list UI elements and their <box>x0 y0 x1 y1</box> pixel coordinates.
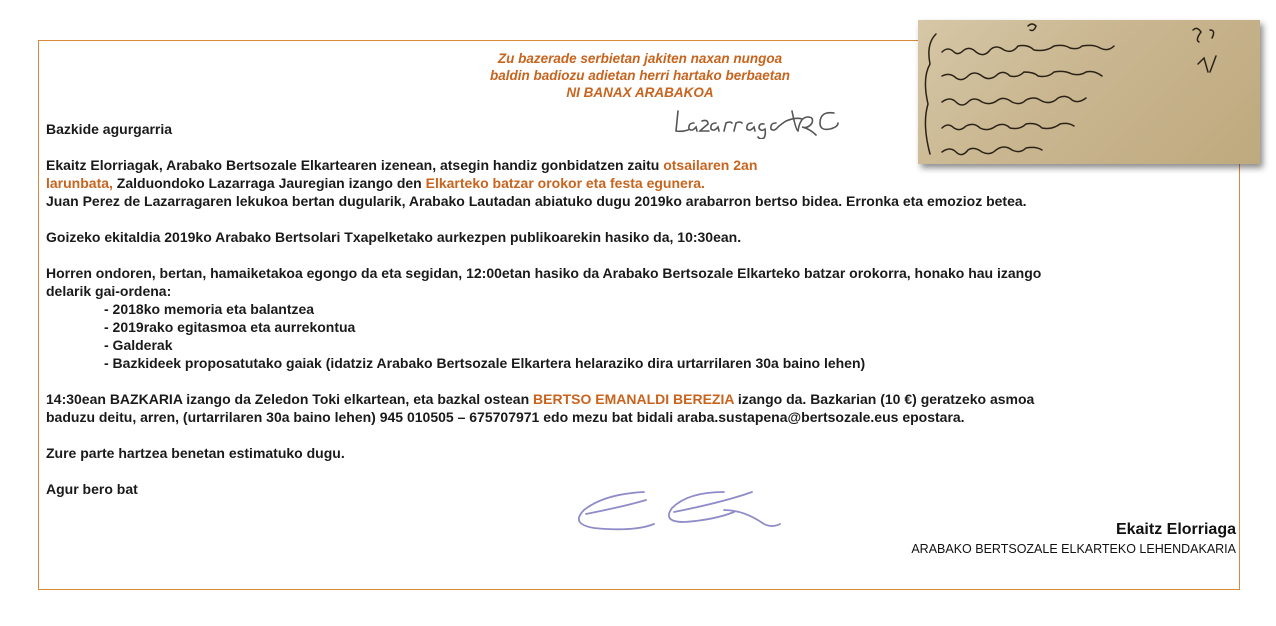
handwritten-signature-image <box>574 484 786 534</box>
agenda-item: - 2018ko memoria eta balantzea <box>104 301 315 317</box>
para1-highlight-event: Elkarteko batzar orokor eta festa egunera. <box>425 175 705 191</box>
para3-line1: Horren ondoren, bertan, hamaiketakoa egongo da eta segidan, 12:00etan hasiko da Arabako Bertsozale Elkarteko batzar orokorra, honako hau izango <box>46 265 1042 281</box>
motto-line-3: NI BANAX ARABAKOA <box>566 85 714 100</box>
para1-highlight-day: larunbata, <box>46 175 113 191</box>
para4-line1 <box>46 390 1236 408</box>
para4-highlight-show: BERTSO EMANALDI BEREZIA <box>533 391 734 407</box>
para1-text-d: Zalduondoko Lazarraga Jauregian izango den <box>112 175 426 191</box>
para3-line2: delarik gai-ordena: <box>46 283 172 299</box>
para1-highlight-date: otsailaren 2an <box>663 157 758 173</box>
signer-name: Ekaitz Elorriaga <box>1115 521 1236 538</box>
para1-line2 <box>46 174 1236 192</box>
greeting: Bazkide agurgarria <box>46 121 173 137</box>
para1-line1 <box>46 156 1236 174</box>
motto-line-1: Zu bazerade serbietan jakiten naxan nungoa <box>497 51 783 66</box>
signer-title: ARABAKO BERTSOZALE ELKARTEKO LEHENDAKARIA <box>911 542 1236 556</box>
para1-text-a: Ekaitz Elorriagak, Arabako Bertsozale Elkartearen izenean, atsegin handiz gonbidatzen zaitu <box>46 157 664 173</box>
para2: Goizeko ekitaldia 2019ko Arabako Bertsolari Txapelketako aurkezpen publikoarekin hasiko da, 10:30ean. <box>46 229 742 245</box>
motto-block <box>440 50 840 101</box>
para5: Zure parte hartzea benetan estimatuko dugu. <box>46 445 345 461</box>
para4-line2: baduzu deitu, arren, (urtarrilaren 30a baino lehen) 945 010505 – 675707971 edo mezu bat bidali araba.sustapena@bertsozale.eus epostara. <box>46 409 965 425</box>
para4-text-c: izango da. Bazkarian (10 €) geratzeko asmoa <box>733 391 1035 407</box>
letter-body <box>46 120 1236 498</box>
para1-line3: Juan Perez de Lazarragaren lekukoa bertan dugularik, Arabako Lautadan abiatuko dugu 2019ko arabarron bertso bidea. Erronka eta emozioz betea. <box>46 193 1027 209</box>
agenda-item: - Galderak <box>104 337 173 353</box>
motto-line-2: baldin badiozu adietan herri hartako berbaetan <box>489 68 791 83</box>
para4-text-a: 14:30ean BAZKARIA izango da Zeledon Toki elkartean, eta bazkal ostean <box>46 391 534 407</box>
agenda-item: - 2019rako egitasmoa eta aurrekontua <box>104 319 356 335</box>
agenda-item: - Bazkideek proposatutako gaiak (idatziz Arabako Bertsozale Elkartera helaraziko dira urtarrilaren 30a baino lehen) <box>104 355 866 371</box>
closing: Agur bero bat <box>46 481 138 497</box>
